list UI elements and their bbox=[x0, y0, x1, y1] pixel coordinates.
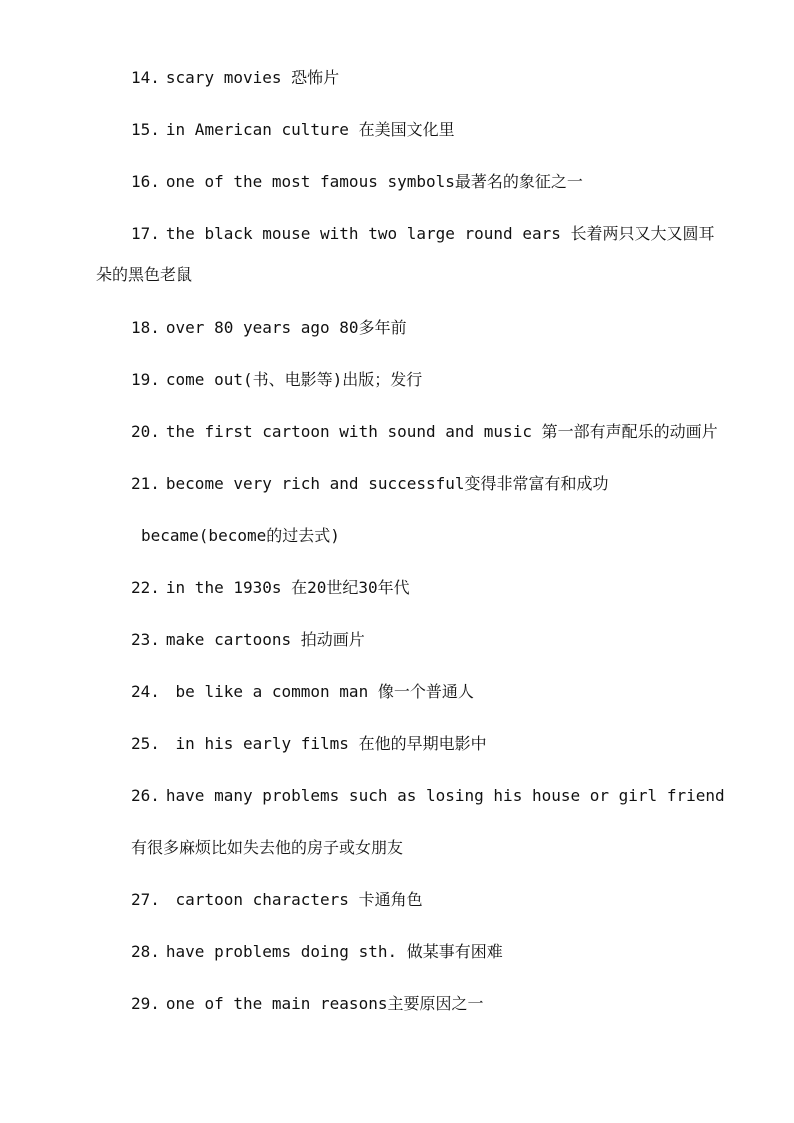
list-item bbox=[131, 890, 751, 910]
item-text: have many problems such as losing his house or girl friend bbox=[165, 786, 725, 805]
item-text: make cartoons 拍动画片 bbox=[165, 630, 365, 649]
item-text: in the 1930s 在20世纪30年代 bbox=[165, 578, 410, 597]
item-number: 20. bbox=[131, 422, 160, 441]
list-item bbox=[131, 682, 751, 702]
item-number: 18. bbox=[131, 318, 160, 337]
item-text: the black mouse with two large round ears 长着两只又大又圆耳 bbox=[165, 224, 715, 243]
list-item bbox=[131, 786, 751, 806]
item-text: one of the most famous symbols最著名的象征之一 bbox=[165, 172, 583, 191]
item-text: be like a common man 像一个普通人 bbox=[165, 682, 474, 701]
item-number: 16. bbox=[131, 172, 160, 191]
item-number: 21. bbox=[131, 474, 160, 493]
item-number: 29. bbox=[131, 994, 160, 1013]
item-text: in American culture 在美国文化里 bbox=[165, 120, 455, 139]
item-number: 22. bbox=[131, 578, 160, 597]
item-number: 15. bbox=[131, 120, 160, 139]
list-note bbox=[141, 526, 761, 546]
list-item-continuation bbox=[96, 265, 716, 285]
item-number: 17. bbox=[131, 224, 160, 243]
list-item bbox=[131, 370, 751, 390]
item-text: the first cartoon with sound and music 第一部有声配乐的动画片 bbox=[165, 422, 718, 441]
list-item bbox=[131, 578, 751, 598]
list-item bbox=[131, 942, 751, 962]
item-text: come out(书、电影等)出版；发行 bbox=[165, 370, 423, 389]
list-item bbox=[131, 994, 751, 1014]
item-text: have problems doing sth. 做某事有困难 bbox=[165, 942, 503, 961]
item-number: 26. bbox=[131, 786, 160, 805]
list-item bbox=[131, 318, 751, 338]
list-item bbox=[131, 734, 751, 754]
list-item bbox=[131, 172, 751, 192]
item-text: cartoon characters 卡通角色 bbox=[165, 890, 423, 909]
list-item bbox=[131, 474, 751, 494]
list-item bbox=[131, 120, 751, 140]
list-item bbox=[131, 224, 751, 244]
item-number: 24. bbox=[131, 682, 160, 701]
item-number: 19. bbox=[131, 370, 160, 389]
item-text: scary movies 恐怖片 bbox=[165, 68, 340, 87]
item-number: 25. bbox=[131, 734, 160, 753]
item-text: became(become的过去式) bbox=[141, 526, 340, 545]
list-item bbox=[131, 68, 751, 88]
item-text: become very rich and successful变得非常富有和成功 bbox=[165, 474, 609, 493]
list-item bbox=[131, 422, 751, 442]
item-number: 27. bbox=[131, 890, 160, 909]
item-text: one of the main reasons主要原因之一 bbox=[165, 994, 484, 1013]
item-number: 23. bbox=[131, 630, 160, 649]
item-text-continued: 有很多麻烦比如失去他的房子或女朋友 bbox=[131, 838, 404, 857]
item-text-continued: 朵的黑色老鼠 bbox=[96, 265, 193, 284]
list-item bbox=[131, 630, 751, 650]
item-text: over 80 years ago 80多年前 bbox=[165, 318, 407, 337]
item-number: 14. bbox=[131, 68, 160, 87]
item-number: 28. bbox=[131, 942, 160, 961]
list-item-continuation bbox=[131, 838, 751, 858]
item-text: in his early films 在他的早期电影中 bbox=[165, 734, 487, 753]
